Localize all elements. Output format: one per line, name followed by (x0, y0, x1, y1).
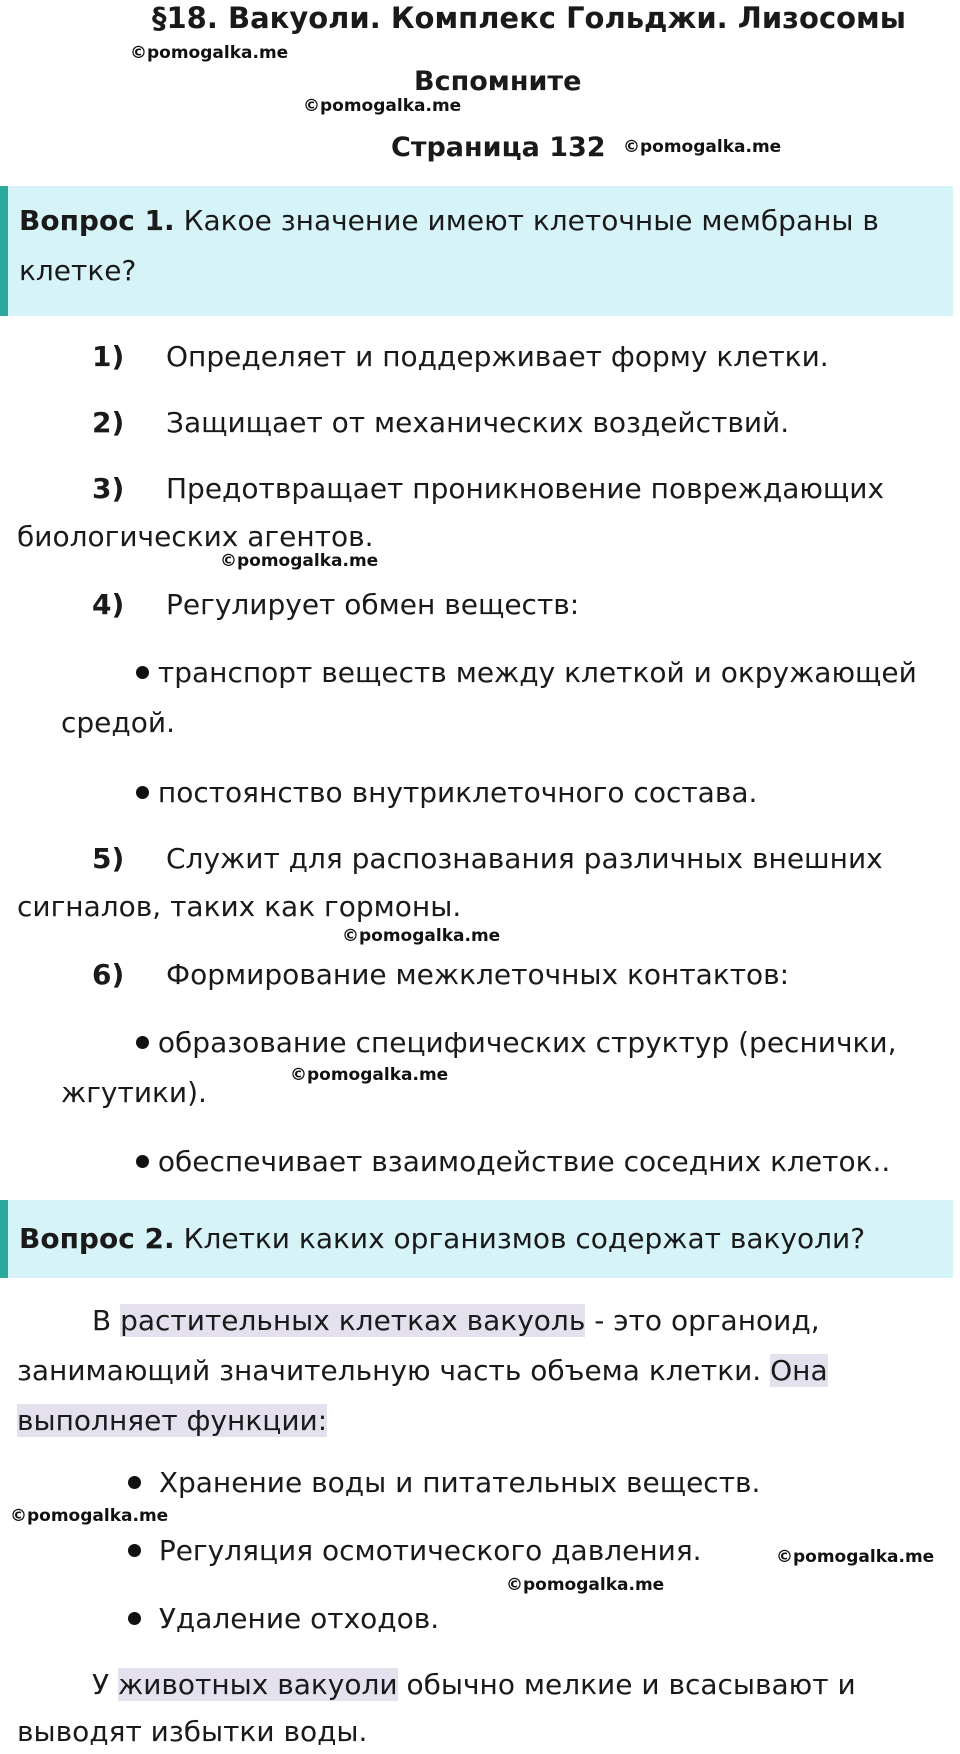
answer-2: 2) Защищает от механических воздействий. (92, 406, 790, 439)
answer-6: 6) Формирование межклеточных контактов: (92, 958, 790, 991)
watermark: ©pomogalka.me (623, 137, 782, 157)
watermark: ©pomogalka.me (506, 1575, 665, 1595)
watermark: ©pomogalka.me (10, 1506, 169, 1526)
watermark: ©pomogalka.me (220, 551, 379, 571)
watermark: ©pomogalka.me (342, 926, 501, 946)
question-2-line (19, 1214, 953, 1264)
page-title: §18. Вакуоли. Комплекс Гольджи. Лизосомы (152, 1, 906, 35)
bullet-icon (136, 1155, 149, 1168)
bullet-icon (128, 1612, 141, 1625)
question-2-label: Вопрос 2. (19, 1222, 175, 1255)
question-1-line2: клетке? (19, 254, 137, 287)
section-subtitle: Вспомните (414, 66, 582, 97)
page-label: Страница 132 (391, 132, 606, 163)
bullet-icon (128, 1544, 141, 1557)
watermark: ©pomogalka.me (776, 1547, 935, 1567)
q2-paragraph-1-line2: занимающий значительную часть объема клетки. Она (17, 1354, 828, 1387)
answer-3: 3) Предотвращает проникновение повреждающих (92, 472, 885, 505)
question-1-line1 (19, 196, 953, 246)
sub-bullet-cont: жгутики). (61, 1076, 207, 1109)
q2-paragraph-1: В растительных клетках вакуоль - это органоид, (92, 1304, 820, 1337)
q2-paragraph-2-line2: выводят избытки воды. (17, 1715, 368, 1748)
bullet-icon (136, 666, 149, 679)
q2-paragraph-1-line3: выполняет функции: (17, 1404, 328, 1437)
answer-5-cont: сигналов, таких как гормоны. (17, 890, 462, 923)
question-1-text: Какое значение имеют клеточные мембраны в (183, 204, 879, 237)
watermark: ©pomogalka.me (290, 1065, 449, 1085)
q2-bullet: Регуляция осмотического давления. (128, 1526, 702, 1576)
sub-bullet: транспорт веществ между клеткой и окружающей (136, 648, 917, 698)
bullet-icon (136, 1036, 149, 1049)
answer-3-cont: биологических агентов. (17, 520, 374, 553)
q2-bullet: Хранение воды и питательных веществ. (128, 1458, 760, 1508)
sub-bullet: образование специфических структур (реснички, (136, 1018, 897, 1068)
q2-bullet: Удаление отходов. (128, 1594, 439, 1644)
question-1-box (0, 186, 953, 316)
question-2-box (0, 1200, 953, 1278)
q2-paragraph-2: У животных вакуоли обычно мелкие и всасывают и (92, 1668, 856, 1701)
sub-bullet: постоянство внутриклеточного состава. (136, 768, 757, 818)
watermark: ©pomogalka.me (130, 43, 289, 63)
question-2-text: Клетки каких организмов содержат вакуоли? (183, 1222, 866, 1255)
answer-4: 4) Регулирует обмен веществ: (92, 588, 580, 621)
sub-bullet-cont: средой. (61, 706, 175, 739)
answer-5: 5) Служит для распознавания различных внешних (92, 842, 883, 875)
watermark: ©pomogalka.me (303, 96, 462, 116)
sub-bullet: обеспечивает взаимодействие соседних клеток.. (136, 1137, 890, 1187)
question-1-label: Вопрос 1. (19, 204, 175, 237)
bullet-icon (136, 786, 149, 799)
answer-1: 1) Определяет и поддерживает форму клетки. (92, 340, 829, 373)
bullet-icon (128, 1476, 141, 1489)
